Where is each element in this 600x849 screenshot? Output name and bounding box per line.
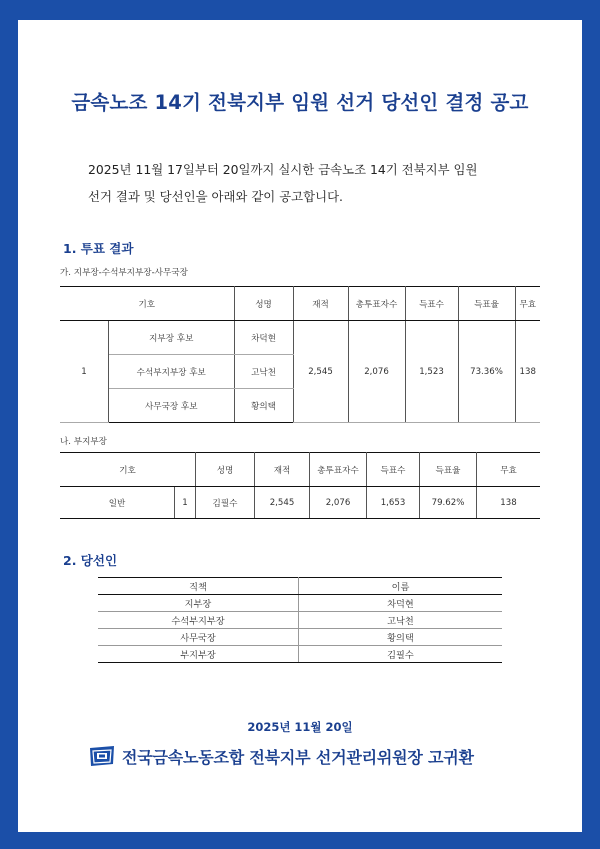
header-total-voters: 총투표자수	[310, 453, 367, 487]
total-voters-cell: 2,076	[310, 487, 367, 519]
position-cell: 지부장	[98, 595, 299, 612]
header-name: 성명	[234, 287, 293, 321]
notice-page	[18, 20, 582, 832]
name-cell: 김필수	[196, 487, 255, 519]
header-invalid: 무효	[515, 287, 540, 321]
winners-table	[98, 577, 502, 663]
table-row	[60, 321, 540, 355]
table-row	[98, 595, 502, 612]
registered-cell: 2,545	[293, 321, 348, 423]
role-cell: 사무국장 후보	[109, 389, 235, 423]
signature-block	[88, 742, 528, 772]
name-cell: 고낙천	[234, 355, 293, 389]
candidate-number: 1	[175, 487, 196, 519]
rate-cell: 79.62%	[420, 487, 477, 519]
signature-text: 전국금속노동조합 전북지부 선거관리위원장 고귀환	[122, 748, 474, 767]
role-cell: 지부장 후보	[109, 321, 235, 355]
header-rate: 득표율	[420, 453, 477, 487]
header-position: 직책	[98, 578, 299, 595]
header-rate: 득표율	[458, 287, 515, 321]
invalid-cell: 138	[477, 487, 541, 519]
name-cell: 차덕현	[234, 321, 293, 355]
table-row	[98, 629, 502, 646]
table-header-row	[98, 578, 502, 595]
header-votes: 득표수	[405, 287, 458, 321]
header-votes: 득표수	[367, 453, 420, 487]
header-invalid: 무효	[477, 453, 541, 487]
position-cell: 사무국장	[98, 629, 299, 646]
role-cell: 수석부지부장 후보	[109, 355, 235, 389]
votes-cell: 1,523	[405, 321, 458, 423]
subsection-label-a: 가. 지부장-수석부지부장-사무국장	[60, 268, 188, 278]
name-cell: 김필수	[299, 646, 503, 663]
header-registered: 재적	[255, 453, 310, 487]
name-cell: 황의택	[234, 389, 293, 423]
candidate-number: 1	[60, 321, 109, 423]
position-cell: 부지부장	[98, 646, 299, 663]
header-name: 이름	[299, 578, 503, 595]
results-table-b	[60, 452, 540, 519]
intro-line-2: 선거 결과 및 당선인을 아래와 같이 공고합니다.	[88, 189, 343, 204]
table-header-row	[60, 287, 540, 321]
header-total-voters: 총투표자수	[348, 287, 405, 321]
name-cell: 차덕현	[299, 595, 503, 612]
total-voters-cell: 2,076	[348, 321, 405, 423]
intro-line-1: 2025년 11월 17일부터 20일까지 실시한 금속노조 14기 전북지부 임원	[88, 162, 478, 177]
table-row	[60, 487, 540, 519]
name-cell: 황의택	[299, 629, 503, 646]
votes-cell: 1,653	[367, 487, 420, 519]
notice-date: 2025년 11월 20일	[247, 720, 353, 734]
invalid-cell: 138	[515, 321, 540, 423]
header-name: 성명	[196, 453, 255, 487]
intro-paragraph	[88, 156, 548, 210]
registered-cell: 2,545	[255, 487, 310, 519]
header-number: 기호	[60, 453, 196, 487]
header-number: 기호	[60, 287, 234, 321]
union-logo-icon	[88, 744, 116, 768]
table-row	[98, 612, 502, 629]
name-cell: 고낙천	[299, 612, 503, 629]
section-heading-results: 1. 투표 결과	[63, 241, 134, 256]
subsection-label-b: 나. 부지부장	[60, 437, 107, 447]
header-registered: 재적	[293, 287, 348, 321]
table-row	[98, 646, 502, 663]
results-table-a	[60, 286, 540, 423]
category-cell: 일반	[60, 487, 175, 519]
rate-cell: 73.36%	[458, 321, 515, 423]
position-cell: 수석부지부장	[98, 612, 299, 629]
page-title: 금속노조 14기 전북지부 임원 선거 당선인 결정 공고	[71, 91, 529, 114]
table-header-row	[60, 453, 540, 487]
section-heading-winners: 2. 당선인	[63, 553, 118, 568]
